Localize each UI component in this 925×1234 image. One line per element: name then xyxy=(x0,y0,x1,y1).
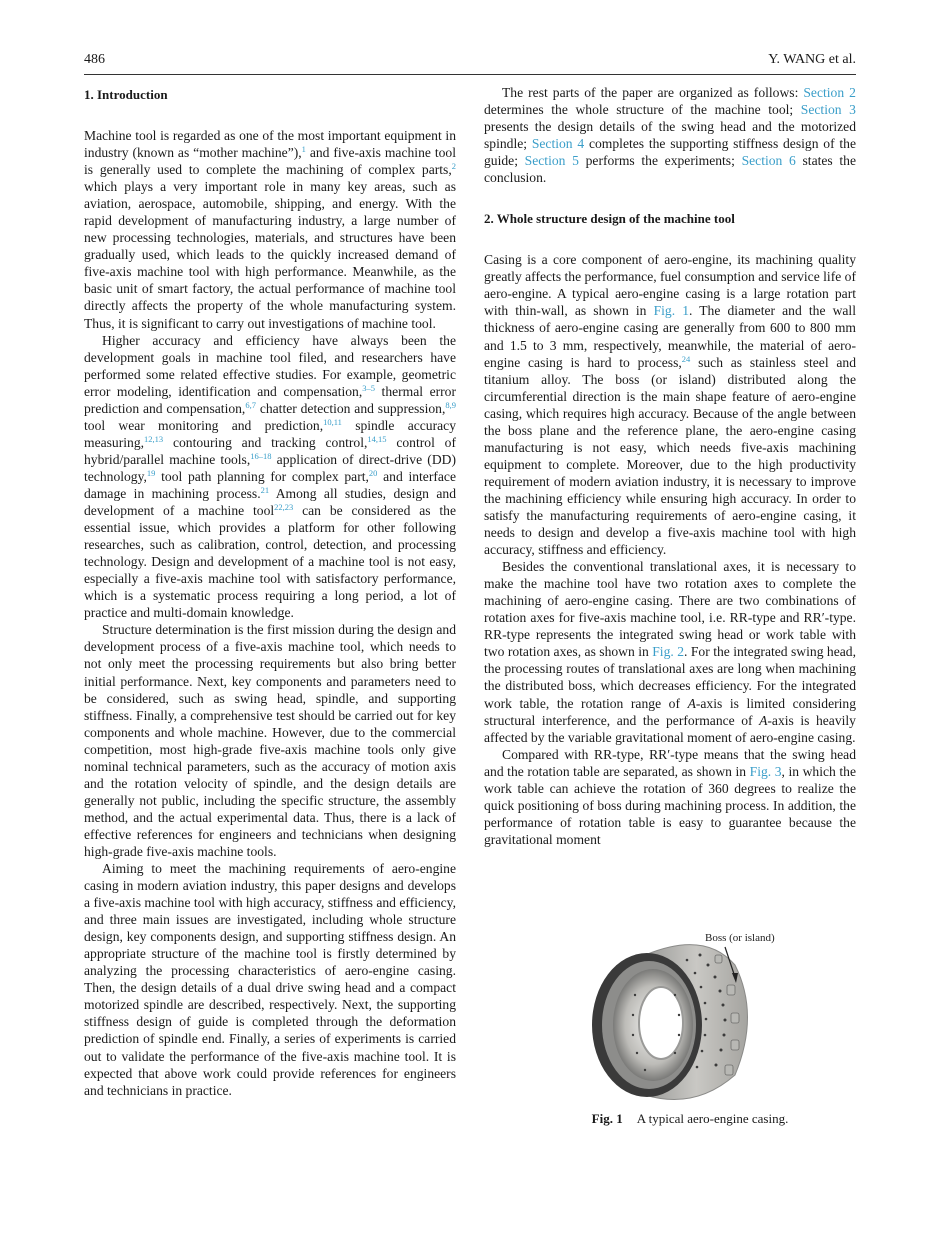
text: tool wear monitoring and prediction, xyxy=(84,417,324,433)
text: chatter detection and suppression, xyxy=(255,400,446,416)
intro-paragraph-4: Aiming to meet the machining requirements of aero-engine casing in modern aviation industry, this paper designs and develops a five-axis machine tool with high accuracy, stiffness and efficiency, and three main issues are investigated, including whole structure design, key components design, and supporting stiffness design. An appropriate structure of the machine tool is firstly determined by analyzing the processing characteristics of aero-engine casing. Then, the design details of a dual drive swing head and a compact motorized spindle are described, respectively. Next, the supporting stiffness design of guide is completed through the deformation prediction of spindle end. Finally, a series of experiments is carried out to validate the performance of the five-axis machine tool. It is expected that above work could provide references for engineers and technicians in practice. xyxy=(84,861,456,1098)
section-6-link[interactable]: Section 6 xyxy=(741,153,796,169)
section2-paragraph-2 xyxy=(484,558,856,746)
svg-text:Boss (or island): Boss (or island) xyxy=(705,932,775,944)
figure-caption-text: A typical aero-engine casing. xyxy=(636,1111,789,1126)
figure-1 xyxy=(560,925,820,1135)
citation-link[interactable]: 10,11 xyxy=(323,416,342,427)
citation-link[interactable]: 20 xyxy=(368,467,378,478)
axis-symbol: A xyxy=(759,712,768,728)
text: determines the whole structure of the machine tool; xyxy=(484,102,801,118)
section-5-link[interactable]: Section 5 xyxy=(524,153,579,169)
page-number: 486 xyxy=(84,52,105,67)
text: which plays a very important role in many key areas, such as aviation, aerospace, automobile, shipping, and energy. With the rapid development of manufacturing industry, a large number of new processing technologies, materials, and structures have been gradually used, which leads to the quickly increased demand of five-axis machine tool with high performance. Meanwhile, as the basic unit of smart factory, the actual performance of machine tool directly affects the property of the whole manufacturing system. Thus, it is significant to carry out investigations of machine tool. xyxy=(84,179,456,331)
text: Besides the conventional translational axes, it is necessary to make the machine tool have two rotation axes to complete the machining of aero-engine casing. There are two combinations of rotation axes for five-axis machine tool, i.e. RR-type and RR′-type. RR-type represents the integrated swing head or work table with two rotation axes, as shown in xyxy=(484,559,856,660)
citation-link[interactable]: 24 xyxy=(681,353,691,364)
intro-paragraph-1 xyxy=(84,127,456,332)
text: -axis is heavily affected by the variable gravitational moment of aero-engine casing. xyxy=(484,712,856,745)
section-3-link[interactable]: Section 3 xyxy=(800,102,856,118)
text: , in which the work table can achieve the rotation of 360 degrees to realize the quick positioning of boss during machining process. In addition, the performance of rotation table is easy to guarantee because the gravitational moment xyxy=(484,763,856,847)
citation-link[interactable]: 2 xyxy=(451,161,456,172)
text: thermal error prediction and compensation, xyxy=(84,383,456,416)
text: Among all studies, design and development of a machine tool xyxy=(84,485,456,519)
citation-link[interactable]: 3–5 xyxy=(362,382,376,393)
text: application of direct-drive (DD) technology, xyxy=(84,451,456,484)
citation-link[interactable]: 8,9 xyxy=(445,399,456,410)
figure-caption xyxy=(560,1111,820,1127)
text: contouring and tracking control, xyxy=(163,434,368,450)
left-column xyxy=(84,84,456,1099)
intro-paragraph-3: Structure determination is the first mission during the design and development process of a five-axis machine tool, which needs to not only meet the processing requirements but also bring better initial performance. Next, key components and parameters need to be considered, such as swing head, spindle, and supporting stiffness. Finally, a comprehensive test should be carried out for key components and whole machine. However, due to the commercial competition, most high-grade five-axis machine tools only give nominal technical parameters, such as the accuracy of motion axis and the rotation velocity of spindle, and the design details are generally not public, including the specific structure, the assembly method, and the actual experimental data. Thus, there is a lack of effective references for engineers and technicians when designing high-grade five-axis machine tools. xyxy=(84,622,456,859)
citation-link[interactable]: 22,23 xyxy=(274,502,294,513)
figure-label: Fig. 1 xyxy=(591,1111,623,1126)
section-2-link[interactable]: Section 2 xyxy=(803,85,856,100)
aero-engine-casing-image xyxy=(575,925,775,1105)
text: can be considered as the essential issue, which provides a platform for other following researches, such as calibration, control, detection, and processing technology. Design and development of a machine tool is not easy, especially a five-axis machine tool with satisfactory performance, which is a systematic process requiring a long period, a lot of practice and multi-domain knowledge. xyxy=(84,503,456,621)
fig-1-link[interactable]: Fig. 1 xyxy=(653,303,689,319)
fig-3-link[interactable]: Fig. 3 xyxy=(749,763,782,779)
text: completes the supporting stiffness design of the guide; xyxy=(484,136,856,169)
text: Casing is a core component of aero-engine, its machining quality greatly affects the performance, fuel consumption and service life of aero-engine. A typical aero-engine casing is a large rotation part with thin-wall, as shown in xyxy=(484,252,856,319)
citation-link[interactable]: 14,15 xyxy=(367,433,387,444)
right-column xyxy=(484,84,856,848)
text: spindle accuracy measuring, xyxy=(84,417,456,450)
running-head: Y. WANG et al. xyxy=(768,52,856,67)
text: states the conclusion. xyxy=(484,153,856,186)
page-header xyxy=(84,52,856,75)
text: . The diameter and the wall thickness of aero-engine casing are generally from 600 to 800 mm and 1.5 to 3 mm, respectively, meanwhile, the material of aero-engine casing is hard to process, xyxy=(484,303,856,370)
section-heading-introduction: 1. Introduction xyxy=(84,87,168,102)
citation-link[interactable]: 6,7 xyxy=(245,399,256,410)
text: presents the design details of the swing head and the motorized spindle; xyxy=(484,119,856,152)
axis-symbol: A xyxy=(687,695,696,711)
text: The rest parts of the paper are organized as follows: xyxy=(502,85,804,100)
citation-link[interactable]: 16–18 xyxy=(250,450,272,461)
text: tool path planning for complex part, xyxy=(155,468,369,484)
text: -axis is limited considering structural interference, and the performance of xyxy=(484,695,856,728)
citation-link[interactable]: 19 xyxy=(146,467,156,478)
citation-link[interactable]: 21 xyxy=(260,484,270,495)
text: Compared with RR-type, RR′-type means that the swing head and the rotation table are separated, as shown in xyxy=(484,746,856,779)
section2-paragraph-3 xyxy=(484,746,856,848)
text: . For the integrated swing head, the processing routes of translational axes are long when machining the distributed boss, which decreases efficiency. For the integrated work table, the rotation range of xyxy=(484,644,856,711)
section-4-link[interactable]: Section 4 xyxy=(531,136,585,152)
section2-paragraph-1 xyxy=(484,251,856,558)
citation-link[interactable]: 12,13 xyxy=(144,433,164,444)
citation-link[interactable]: 1 xyxy=(301,144,306,155)
fig-2-link[interactable]: Fig. 2 xyxy=(652,644,685,660)
section-heading-whole-structure: 2. Whole structure design of the machine tool xyxy=(484,211,735,227)
intro-paragraph-5 xyxy=(484,84,856,186)
text: and five-axis machine tool is generally used to complete the machining of complex parts, xyxy=(84,145,456,178)
text: Machine tool is regarded as one of the most important equipment in industry (known as “mother machine”), xyxy=(84,128,456,161)
text: control of hybrid/parallel machine tools, xyxy=(84,434,456,467)
text: and interface damage in machining process. xyxy=(84,468,456,501)
intro-paragraph-2 xyxy=(84,332,456,622)
text: performs the experiments; xyxy=(578,153,742,169)
text: Higher accuracy and efficiency have always been the development goals in machine tool filed, and researchers have performed some related effective studies. For example, geometric error modeling, identification and compensation, xyxy=(84,332,456,399)
text: such as stainless steel and titanium alloy. The boss (or island) distributed along the circumferential direction is the main shape feature of aero-engine casing, which requires high accuracy. Because of the angle between the boss plane and the reference plane, the aero-engine casing manufacturing is not easy, which needs five-axis machining equipment to complete. Moreover, due to the high productivity requirement of modern aviation industry, it is necessary to improve the machining efficiency while ensuring high accuracy. In order to satisfy the manufacturing requirements of aero-engine casing, it needs to design and develop a five-axis machine tool with high accuracy, stiffness and efficiency. xyxy=(484,354,857,558)
